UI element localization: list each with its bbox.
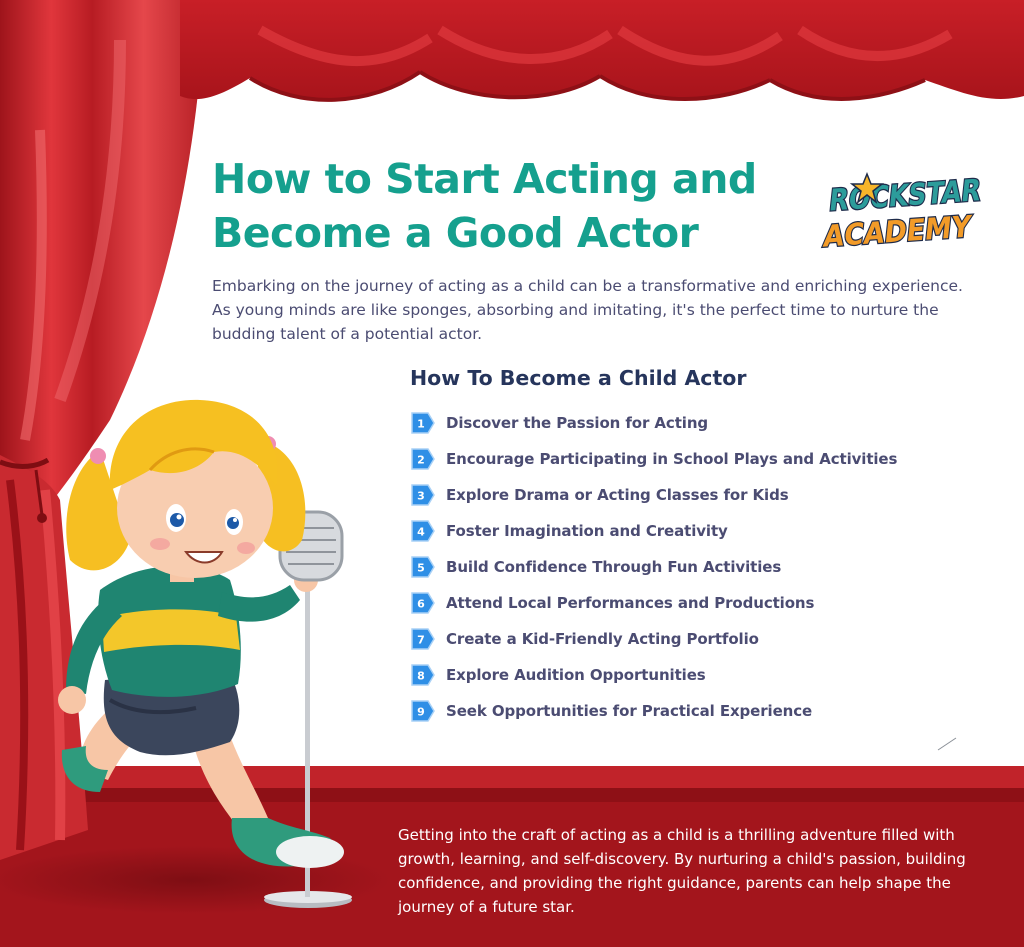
- step-label: Attend Local Performances and Productions: [446, 594, 815, 612]
- step-item-8: [410, 657, 970, 693]
- step-label: Create a Kid-Friendly Acting Portfolio: [446, 630, 759, 648]
- logo-line-2: ACADEMY: [821, 208, 993, 255]
- step-number: 6: [417, 597, 425, 611]
- step-number: 2: [417, 453, 425, 467]
- steps-heading: How To Become a Child Actor: [410, 366, 747, 390]
- numbered-badge-icon: [410, 556, 436, 578]
- step-number: 7: [417, 633, 425, 647]
- rockstar-academy-logo: [818, 168, 1013, 255]
- numbered-badge-icon: [410, 448, 436, 470]
- step-item-2: [410, 441, 970, 477]
- step-item-5: [410, 549, 970, 585]
- step-label: Seek Opportunities for Practical Experience: [446, 702, 813, 720]
- numbered-badge-icon: [410, 592, 436, 614]
- step-number: 4: [417, 525, 425, 539]
- intro-paragraph: Embarking on the journey of acting as a child can be a transformative and enriching experience. As young minds are like sponges, absorbing and imitating, it's the perfect time to nurture the budding talent of a potential actor.: [212, 277, 963, 343]
- step-label: Foster Imagination and Creativity: [446, 522, 728, 540]
- step-number: 5: [417, 561, 425, 575]
- step-number: 3: [417, 489, 425, 503]
- step-label: Discover the Passion for Acting: [446, 414, 709, 432]
- step-label: Explore Audition Opportunities: [446, 666, 706, 684]
- logo-line-1: ROCKSTAR: [827, 171, 1013, 219]
- step-label: Build Confidence Through Fun Activities: [446, 558, 782, 576]
- sparkle-mark: [938, 738, 956, 750]
- numbered-badge-icon: [410, 520, 436, 542]
- step-item-1: [410, 405, 970, 441]
- step-number: 1: [417, 417, 425, 431]
- page-title: [212, 152, 812, 260]
- numbered-badge-icon: [410, 412, 436, 434]
- numbered-badge-icon: [410, 664, 436, 686]
- closing-paragraph: Getting into the craft of acting as a child is a thrilling adventure filled with growth, learning, and self-discovery. By nurturing a child's passion, building confidence, and providing the right guidance, parents can help shape the journey of a future star.: [398, 826, 966, 916]
- numbered-badge-icon: [410, 700, 436, 722]
- step-item-7: [410, 621, 970, 657]
- numbered-badge-icon: [410, 484, 436, 506]
- steps-list: [410, 405, 970, 729]
- step-item-6: [410, 585, 970, 621]
- step-item-9: [410, 693, 970, 729]
- step-label: Explore Drama or Acting Classes for Kids: [446, 486, 789, 504]
- step-item-3: [410, 477, 970, 513]
- step-number: 8: [417, 669, 425, 683]
- title-line-2: Become a Good Actor: [212, 209, 699, 257]
- title-line-1: How to Start Acting and: [212, 155, 757, 203]
- step-number: 9: [417, 705, 425, 719]
- numbered-badge-icon: [410, 628, 436, 650]
- step-label: Encourage Participating in School Plays and Activities: [446, 450, 898, 468]
- step-item-4: [410, 513, 970, 549]
